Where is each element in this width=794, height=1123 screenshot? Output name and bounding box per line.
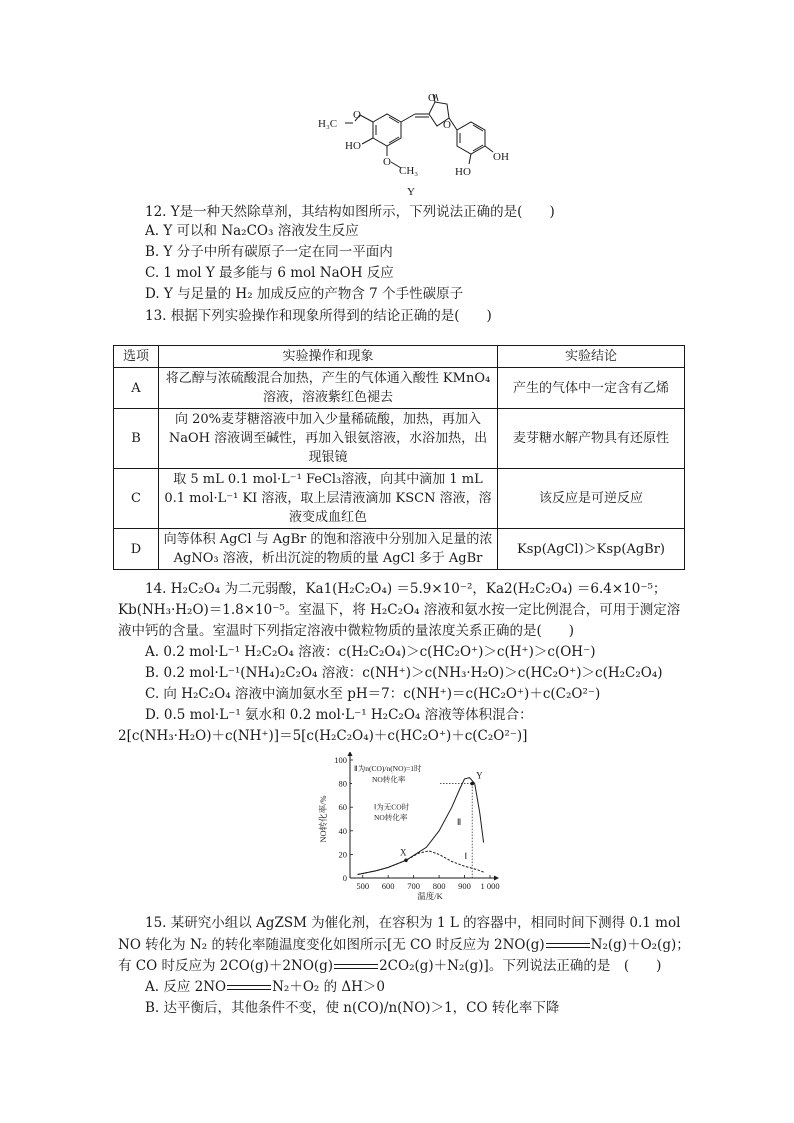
table-header-option: 选项 xyxy=(114,346,159,368)
x-tick-label: 500 xyxy=(356,881,370,891)
table-row xyxy=(114,368,685,409)
y-tick-label: 40 xyxy=(338,825,347,836)
q12-option-c: C. 1 mol Y 最多能与 6 mol NaOH 反应 xyxy=(145,265,394,281)
x-axis-arrow-icon xyxy=(494,876,499,881)
y-axis-arrow-icon xyxy=(348,752,353,756)
q15-option-a xyxy=(145,978,385,996)
y-axis-label: NO转化率/% xyxy=(318,795,328,843)
row-conclusion: 麦芽糖水解产物具有还原性 xyxy=(498,409,685,469)
row-conclusion: 该反应是可逆反应 xyxy=(498,469,685,529)
y-tick-label: 80 xyxy=(338,778,347,789)
table-header-row xyxy=(114,346,685,368)
y-tick-label: 0 xyxy=(342,873,347,883)
struct-oh: OH xyxy=(493,151,509,163)
molecule-y-structure xyxy=(315,92,515,200)
row-operation: 向等体积 AgCl 与 AgBr 的饱和溶液中分别加入足量的浓 AgNO₃ 溶液，析出沉淀的物质的量 AgCl 多于 AgBr xyxy=(159,529,498,570)
q14-option-c: C. 向 H₂C₂O₄ 溶液中滴加氨水至 pH＝7：c(NH⁺)＝c(HC₂O⁺)＋c(C₂O²⁻) xyxy=(145,686,601,702)
x-tick-label: 700 xyxy=(407,881,421,891)
equilibrium-arrow-icon xyxy=(227,983,271,993)
row-option: B xyxy=(114,409,159,469)
point-label-x: X xyxy=(400,847,407,858)
point-x xyxy=(404,859,408,863)
row-conclusion: Ksp(AgCl)＞Ksp(AgBr) xyxy=(498,529,685,570)
q13-experiment-table xyxy=(113,345,685,570)
q15-line2 xyxy=(118,936,690,954)
equilibrium-arrow-icon xyxy=(546,941,590,951)
struct-ho1: HO xyxy=(345,140,361,152)
point-label-y: Y xyxy=(476,770,483,781)
x-tick-label: 800 xyxy=(432,881,446,891)
x-tick-label: 900 xyxy=(458,881,471,891)
series-i-label: Ⅰ xyxy=(464,851,468,862)
struct-o2: O xyxy=(383,156,391,168)
table-row xyxy=(114,529,685,570)
row-operation: 取 5 mL 0.1 mol·L⁻¹ FeCl₃溶液，向其中滴加 1 mL 0.1 mol·L⁻¹ KI 溶液，取上层清液滴加 KSCN 溶液，溶液变成血红色 xyxy=(159,469,498,529)
row-conclusion: 产生的气体中一定含有乙烯 xyxy=(498,368,685,409)
no-conversion-chart xyxy=(312,752,512,900)
equilibrium-arrow-icon xyxy=(334,962,378,972)
point-y xyxy=(470,782,474,786)
q14-option-b: B. 0.2 mol·L⁻¹(NH₄)₂C₂O₄ 溶液：c(NH⁺)＞c(NH₃·H₂O)＞c(HC₂O⁺)＞c(H₂C₂O₄) xyxy=(145,665,663,681)
q15-option-b: B. 达平衡后，其他条件不变，使 n(CO)/n(NO)＞1，CO 转化率下降 xyxy=(145,1000,560,1016)
q12-option-d: D. Y 与足量的 H₂ 加成反应的产物含 7 个手性碳原子 xyxy=(145,286,464,302)
table-row xyxy=(114,469,685,529)
q15-line3 xyxy=(118,957,661,975)
q14-option-a: A. 0.2 mol·L⁻¹ H₂C₂O₄ 溶液：c(H₂C₂O₄)＞c(HC₂O⁺)＞c(H⁺)＞c(OH⁻) xyxy=(145,644,596,660)
struct-ho2: HO xyxy=(455,166,471,178)
row-option: C xyxy=(114,469,159,529)
table-header-operation: 实验操作和现象 xyxy=(159,346,498,368)
struct-h3c: H₃C xyxy=(318,118,338,130)
legend-ii-line1: Ⅱ为n(CO)/n(NO)=1时 xyxy=(354,764,422,773)
y-tick-label: 100 xyxy=(334,755,347,765)
q13-stem: 13. 根据下列实验操作和现象所得到的结论正确的是( ) xyxy=(145,308,492,324)
q15-line3-a: 有 CO 时反应为 2CO(g)＋2NO(g) xyxy=(118,958,334,974)
legend-i-line1: Ⅰ为无CO时 xyxy=(374,802,410,812)
x-axis-label: 温度/K xyxy=(417,891,443,900)
y-tick-label: 60 xyxy=(338,802,347,813)
table-row xyxy=(114,409,685,469)
q14-stem-line1: 14. H₂C₂O₄ 为二元弱酸，Ka1(H₂C₂O₄) ＝5.9×10⁻²，Ka2(H₂C₂O₄) ＝6.4×10⁻⁵； xyxy=(145,581,667,597)
series-ii-label: Ⅱ xyxy=(456,816,462,827)
row-option: D xyxy=(114,529,159,570)
row-option: A xyxy=(114,368,159,409)
x-tick-label: 600 xyxy=(381,881,395,891)
q12-option-b: B. Y 分子中所有碳原子一定在同一平面内 xyxy=(145,244,393,260)
q15-line3-b: 2CO₂(g)＋N₂(g)]。下列说法正确的是 ( ) xyxy=(379,958,662,974)
q15-line2-a: NO 转化为 N₂ 的转化率随温度变化如图所示[无 CO 时反应为 2NO(g) xyxy=(118,937,545,953)
q14-stem-line3: 液中钙的含量。室温时下列指定溶液中微粒物质的量浓度关系正确的是( ) xyxy=(118,623,575,639)
x-tick-label: 1 000 xyxy=(480,881,500,891)
q15-option-a-1: A. 反应 2NO xyxy=(145,979,227,995)
row-operation: 向 20%麦芽糖溶液中加入少量稀硫酸，加热，再加入 NaOH 溶液调至碱性，再加入银氨溶液，水浴加热，出现银镜 xyxy=(159,409,498,469)
struct-ring-o: O xyxy=(443,119,451,131)
y-tick-label: 20 xyxy=(338,849,347,860)
row-operation: 将乙醇与浓硫酸混合加热，产生的气体通入酸性 KMnO₄ 溶液，溶液紫红色褪去 xyxy=(159,368,498,409)
q15-line1: 15. 某研究小组以 AgZSM 为催化剂，在容积为 1 L 的容器中，相同时间下测得 0.1 mol xyxy=(145,915,681,931)
q14-option-d-line2: 2[c(NH₃·H₂O)＋c(NH⁺)]＝5[c(H₂C₂O₄)＋c(HC₂O⁺)＋c(C₂O²⁻)] xyxy=(118,728,528,744)
struct-ch3: CH₃ xyxy=(399,165,419,177)
struct-o1: O xyxy=(353,109,361,121)
q12-stem: 12. Y是一种天然除草剂，其结构如图所示，下列说法正确的是( ) xyxy=(145,204,555,220)
legend-ii-line2: NO转化率 xyxy=(372,775,406,784)
struct-carbonyl-o: O xyxy=(428,92,436,104)
q12-option-a: A. Y 可以和 Na₂CO₃ 溶液发生反应 xyxy=(145,223,359,239)
table-header-conclusion: 实验结论 xyxy=(498,346,685,368)
struct-label-y: Y xyxy=(407,186,415,198)
q14-option-d-line1: D. 0.5 mol·L⁻¹ 氨水和 0.2 mol·L⁻¹ H₂C₂O₄ 溶液等体积混合： xyxy=(145,707,533,723)
q15-line2-b: N₂(g)＋O₂(g)； xyxy=(590,937,690,953)
legend-i-line2: NO转化率 xyxy=(374,813,408,823)
q14-stem-line2: Kb(NH₃·H₂O)＝1.8×10⁻⁵。室温下，将 H₂C₂O₄ 溶液和氨水按一定比例混合，可用于测定溶 xyxy=(118,602,681,618)
q15-option-a-2: N₂＋O₂ 的 ΔH＞0 xyxy=(272,979,385,995)
